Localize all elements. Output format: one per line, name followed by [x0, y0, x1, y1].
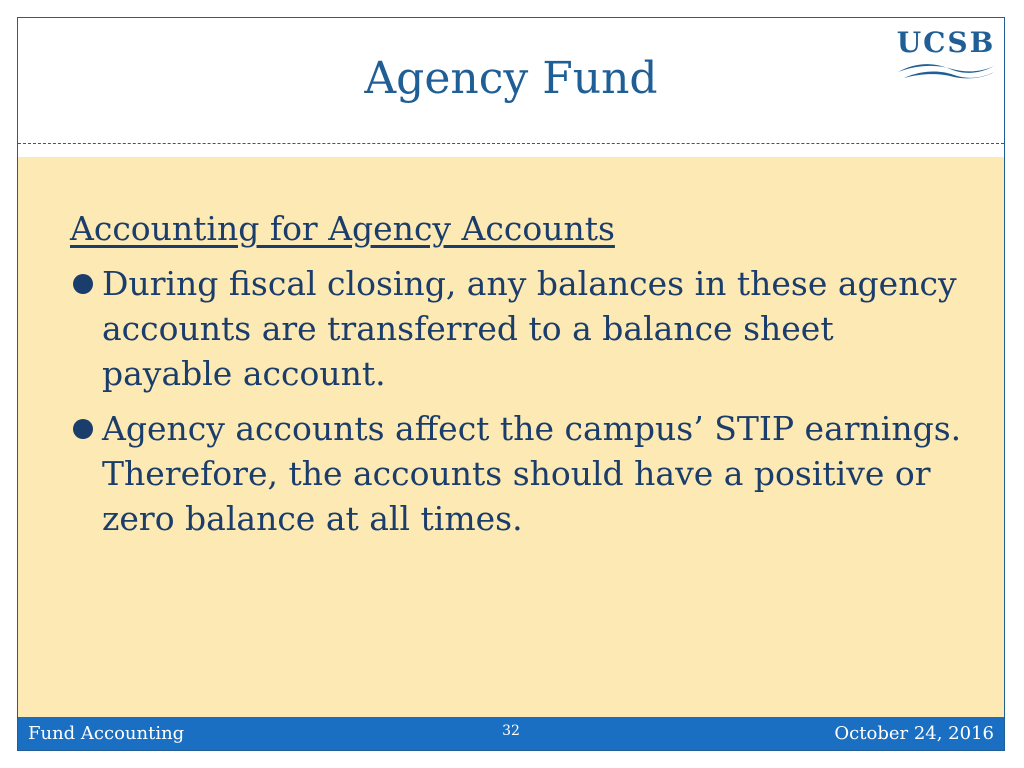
footer-title: Fund Accounting — [28, 723, 185, 744]
ucsb-logo — [894, 26, 998, 84]
section-heading: Accounting for Agency Accounts — [70, 209, 615, 248]
logo-text: UCSB — [896, 26, 996, 59]
slide-title: Agency Fund — [364, 53, 658, 104]
page-number: 32 — [502, 723, 520, 739]
footer — [18, 717, 1004, 751]
bullet-text: During fiscal closing, any balances in these agency accounts are transferred to a balance sheet payable account. — [102, 264, 957, 393]
footer-date: October 24, 2016 — [834, 723, 994, 744]
bullet-icon — [73, 419, 93, 439]
title-divider — [18, 143, 1004, 144]
bullet-text: Agency accounts affect the campus’ STIP earnings. Therefore, the accounts should have a positive or zero balance at all times. — [102, 409, 962, 538]
title-area — [18, 18, 1004, 143]
bullet-icon — [73, 274, 93, 294]
slide-body — [70, 207, 970, 551]
bullet-item — [70, 261, 970, 396]
content-area — [18, 157, 1004, 717]
bullet-item — [70, 406, 970, 541]
slide — [17, 17, 1005, 751]
wave-icon — [894, 60, 998, 82]
